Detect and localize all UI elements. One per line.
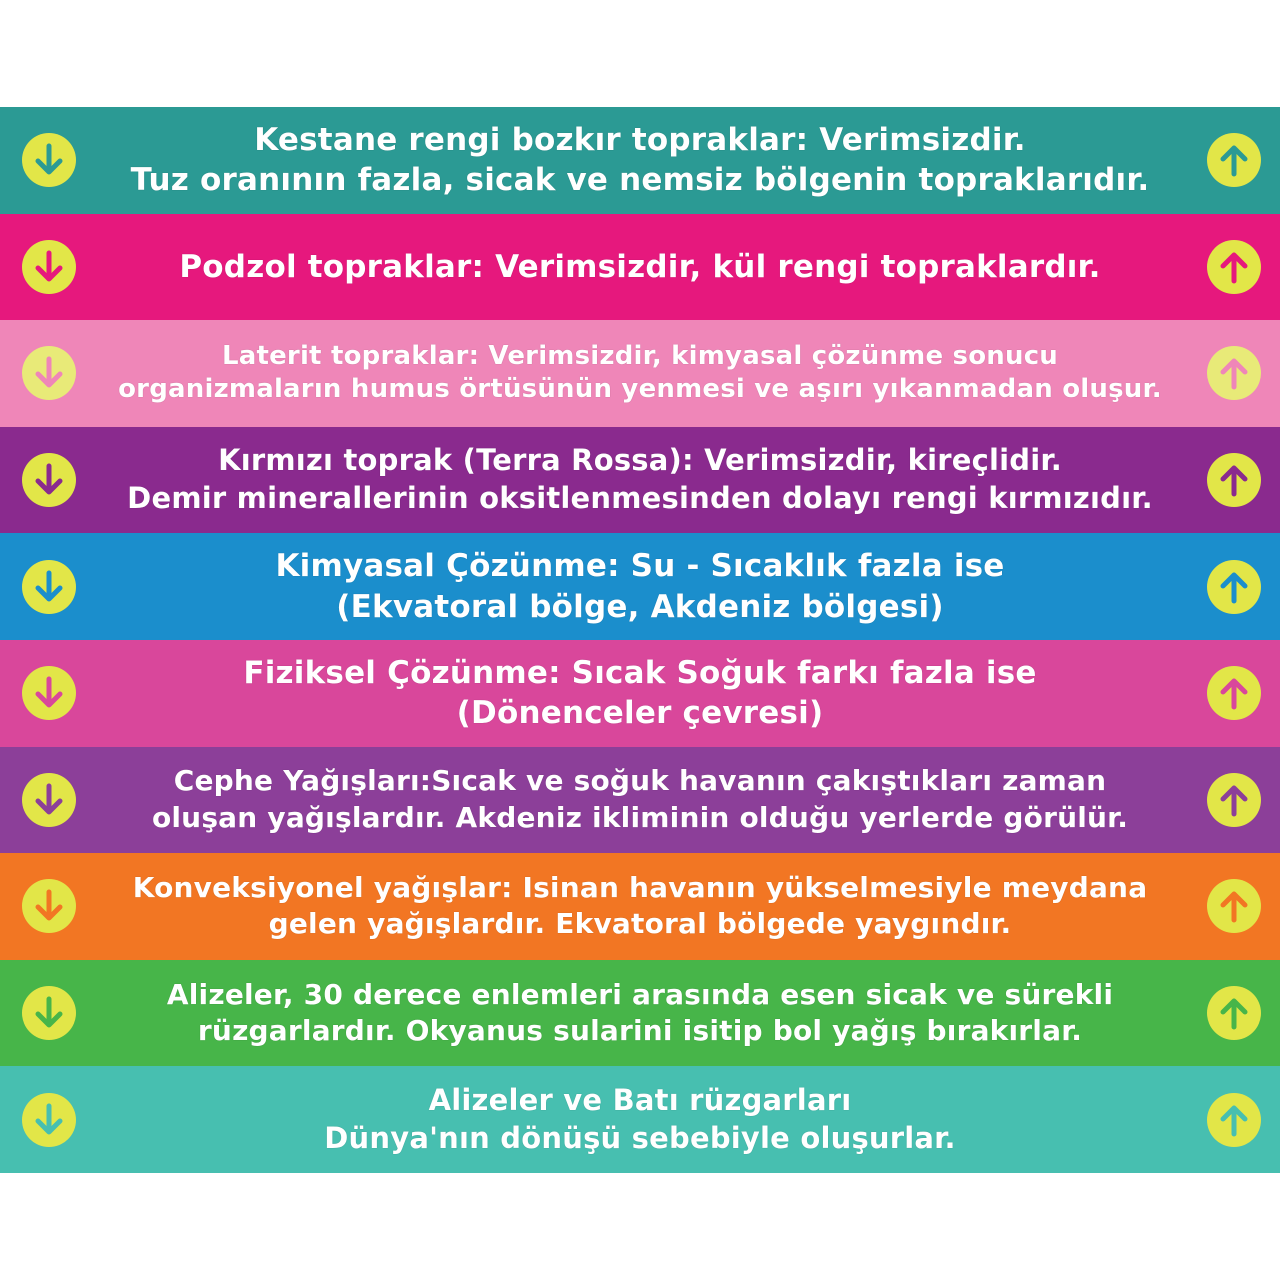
band-text	[100, 747, 1180, 854]
band-line: Konveksiyonel yağışlar: Isinan havanın yükselmesiyle meydana	[132, 871, 1148, 905]
band-text	[100, 107, 1180, 214]
band-terra-rossa	[0, 427, 1280, 534]
band-text	[100, 1066, 1180, 1173]
band-line: Kırmızı toprak (Terra Rossa): Verimsizdir, kireçlidir.	[218, 443, 1062, 478]
band-text	[100, 960, 1180, 1067]
arrow-up-circle-icon	[1206, 985, 1262, 1041]
band-line: Alizeler ve Batı rüzgarları	[428, 1082, 852, 1117]
arrow-down-circle-icon	[21, 452, 77, 508]
band-line: Laterit topraklar: Verimsizdir, kimyasal çözünme sonucu	[221, 340, 1059, 371]
band-line: Podzol topraklar: Verimsizdir, kül rengi topraklardır.	[179, 248, 1101, 285]
band-line: Demir minerallerinin oksitlenmesinden dolayı rengi kırmızıdır.	[127, 481, 1153, 516]
band-text	[100, 853, 1180, 960]
band-physical-weathering	[0, 640, 1280, 747]
band-line: Tuz oranının fazla, sicak ve nemsiz bölgenin topraklarıdır.	[130, 162, 1150, 199]
band-text	[100, 320, 1180, 427]
band-text	[100, 640, 1180, 747]
arrow-up-circle-icon	[1206, 878, 1262, 934]
band-convectional-precipitation	[0, 853, 1280, 960]
band-line: Kimyasal Çözünme: Su - Sıcaklık fazla ise	[275, 548, 1005, 585]
band-line: rüzgarlardır. Okyanus sularini isitip bol yağış bırakırlar.	[197, 1014, 1083, 1048]
band-line: oluşan yağışlardır. Akdeniz ikliminin olduğu yerlerde görülür.	[151, 800, 1129, 834]
arrow-up-circle-icon	[1206, 772, 1262, 828]
band-line: Fiziksel Çözünme: Sıcak Soğuk farkı fazla ise	[243, 654, 1037, 691]
band-line: gelen yağışlardır. Ekvatoral bölgede yaygındır.	[268, 907, 1012, 941]
band-podzol-soils	[0, 214, 1280, 321]
band-line: Kestane rengi bozkır topraklar: Verimsizdir.	[254, 122, 1026, 158]
arrow-down-circle-icon	[21, 665, 77, 721]
arrow-up-circle-icon	[1206, 239, 1262, 295]
arrow-down-circle-icon	[21, 772, 77, 828]
band-chestnut-steppe-soils	[0, 107, 1280, 214]
band-trade-and-westerly-winds	[0, 1066, 1280, 1173]
info-bands	[0, 107, 1280, 1173]
arrow-down-circle-icon	[21, 132, 77, 188]
band-line: Dünya'nın dönüşü sebebiyle oluşurlar.	[324, 1120, 956, 1155]
arrow-down-circle-icon	[21, 1092, 77, 1148]
band-frontal-precipitation	[0, 747, 1280, 854]
band-line: Cephe Yağışları:Sıcak ve soğuk havanın çakıştıkları zaman	[173, 764, 1107, 798]
arrow-up-circle-icon	[1206, 452, 1262, 508]
band-line: Alizeler, 30 derece enlemleri arasında esen sicak ve sürekli	[166, 977, 1114, 1011]
arrow-down-circle-icon	[21, 559, 77, 615]
arrow-up-circle-icon	[1206, 1092, 1262, 1148]
band-chemical-weathering	[0, 533, 1280, 640]
band-text	[100, 214, 1180, 321]
band-text	[100, 533, 1180, 640]
arrow-up-circle-icon	[1206, 132, 1262, 188]
band-line: organizmaların humus örtüsünün yenmesi ve aşırı yıkanmadan oluşur.	[118, 374, 1162, 405]
arrow-down-circle-icon	[21, 345, 77, 401]
arrow-down-circle-icon	[21, 239, 77, 295]
band-line: (Ekvatoral bölge, Akdeniz bölgesi)	[336, 588, 944, 625]
band-laterite-soils	[0, 320, 1280, 427]
band-trade-winds	[0, 960, 1280, 1067]
band-line: (Dönenceler çevresi)	[456, 695, 824, 732]
arrow-up-circle-icon	[1206, 345, 1262, 401]
arrow-down-circle-icon	[21, 985, 77, 1041]
band-text	[100, 427, 1180, 534]
arrow-up-circle-icon	[1206, 559, 1262, 615]
arrow-up-circle-icon	[1206, 665, 1262, 721]
arrow-down-circle-icon	[21, 878, 77, 934]
